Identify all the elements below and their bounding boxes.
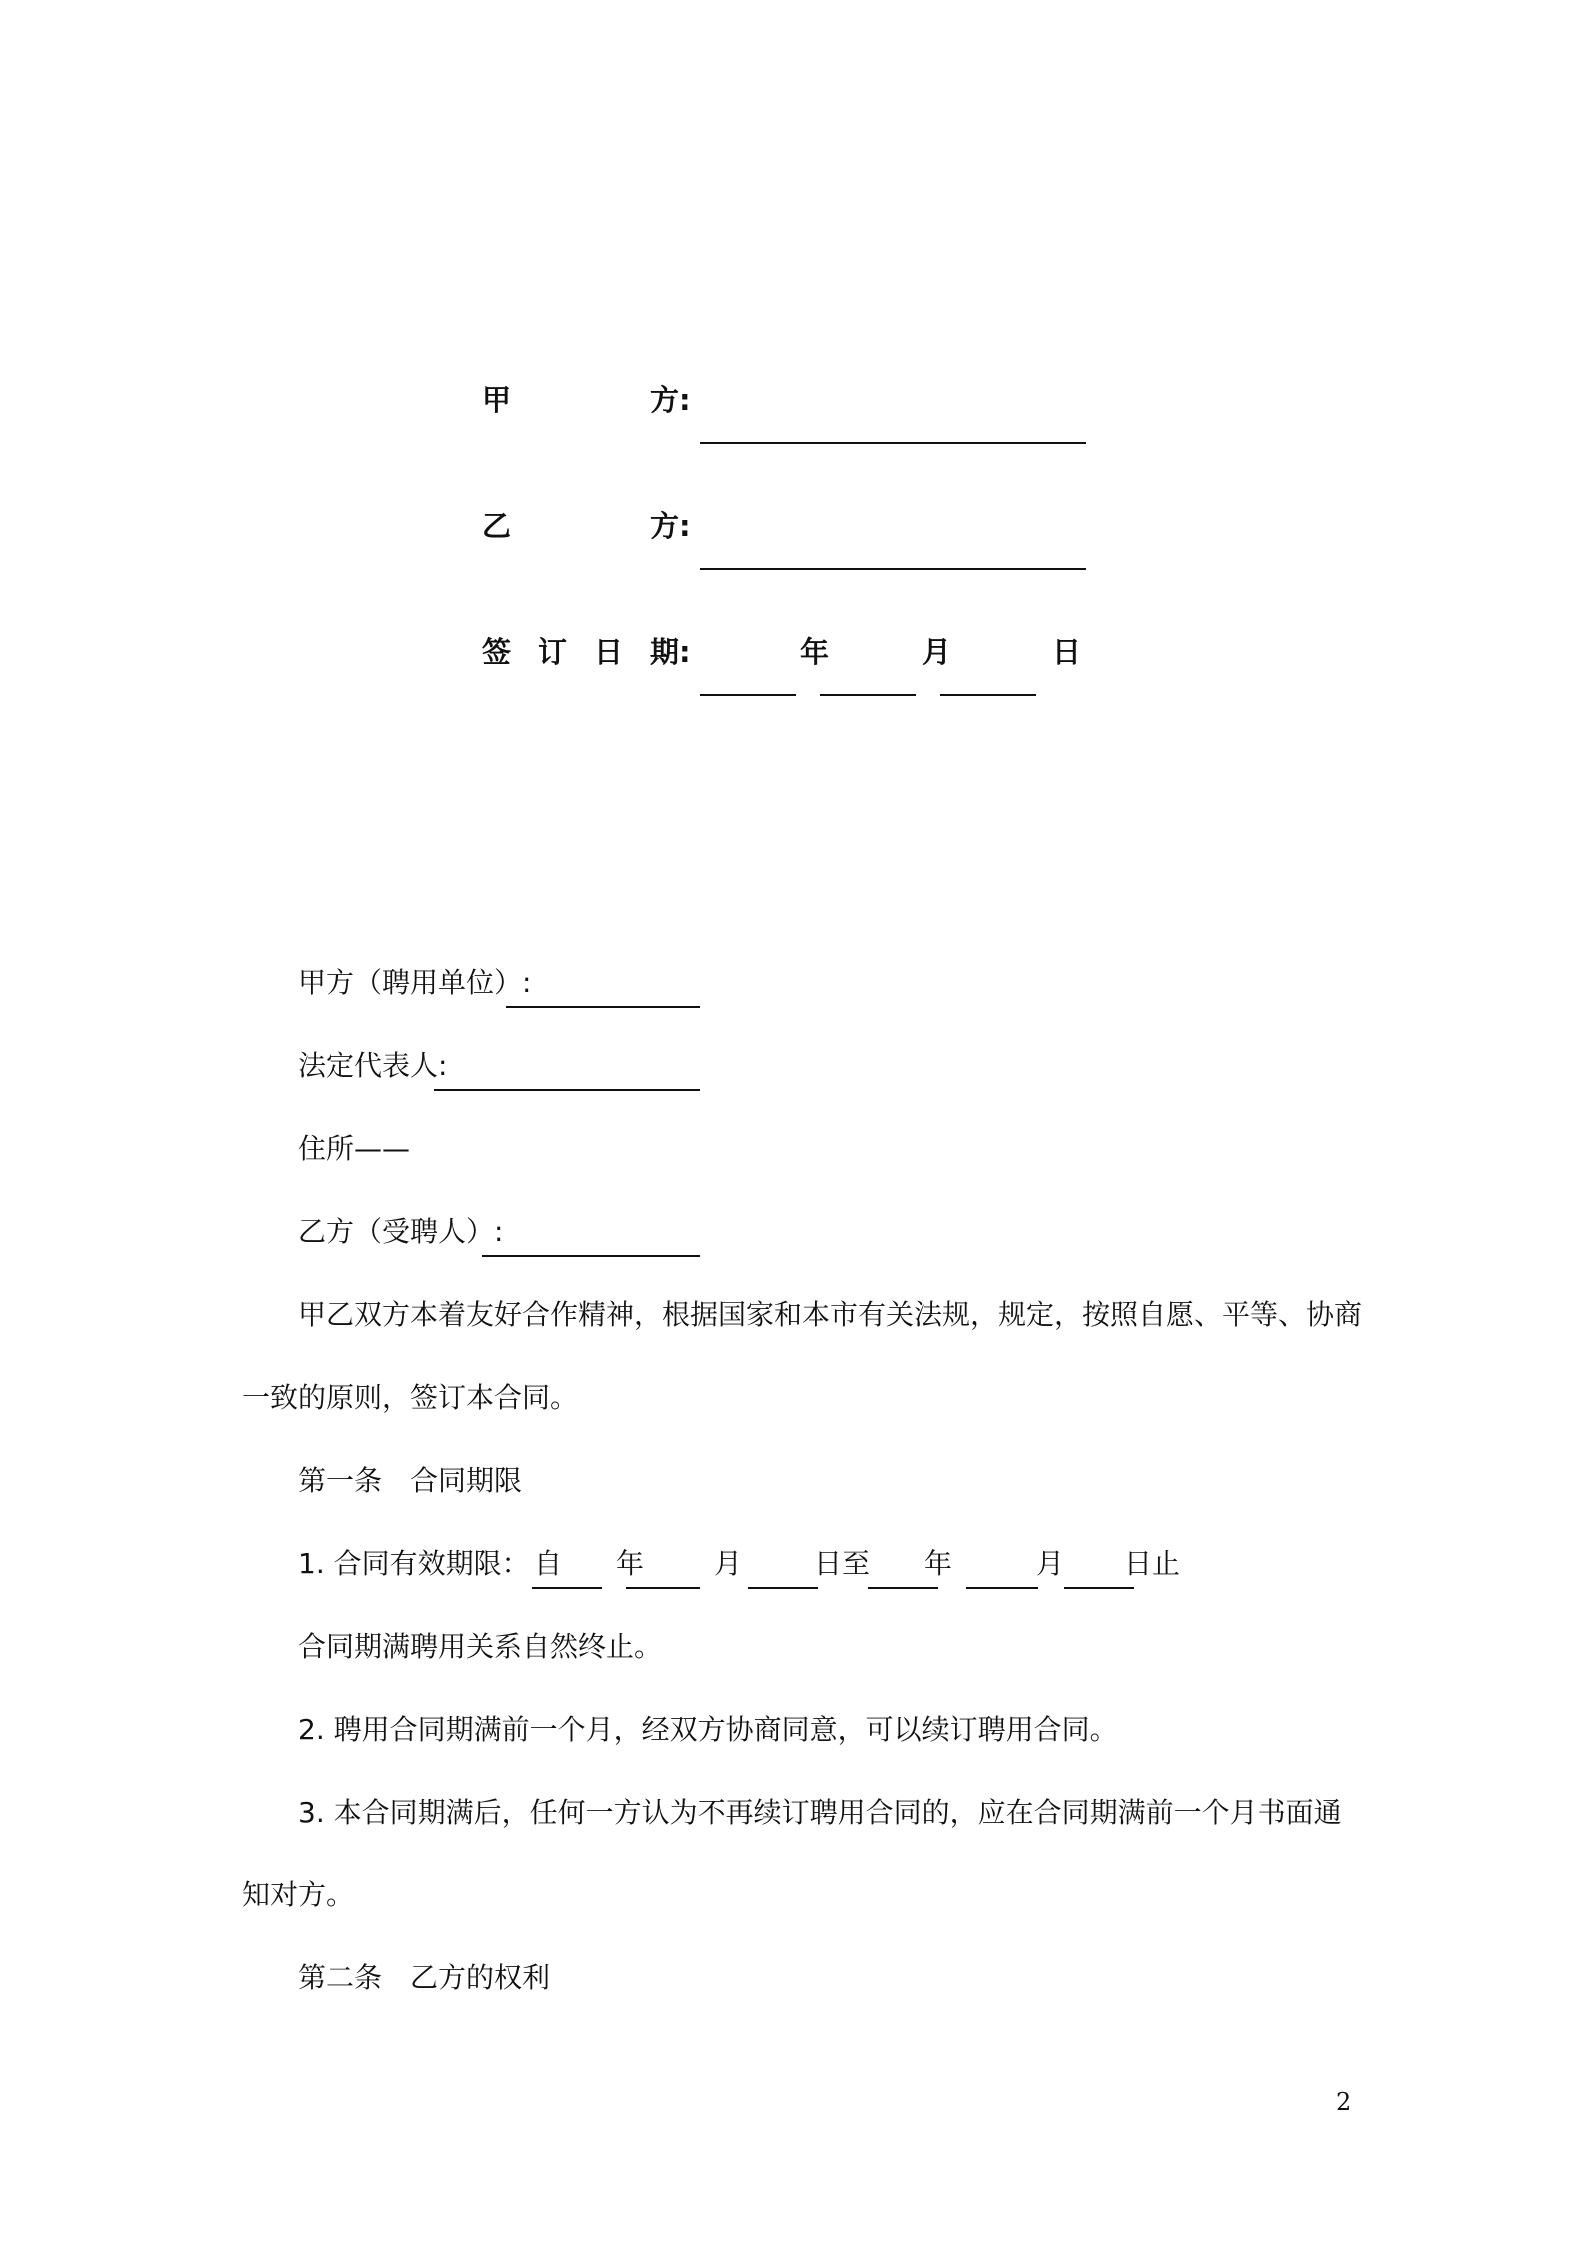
legal-rep-label: 法定代表人: [298, 1049, 448, 1082]
term-month1: 月 [714, 1547, 743, 1580]
cover-date-char4: 期: [650, 635, 691, 669]
legal-rep-blank [434, 1089, 700, 1091]
term-year2: 年 [924, 1547, 953, 1580]
term-year2-blank [868, 1587, 938, 1589]
cover-month-blank [820, 694, 916, 696]
term-day-end: 日止 [1124, 1547, 1181, 1580]
article2-heading: 第二条 乙方的权利 [298, 1961, 551, 1994]
party-a-label: 甲方（聘用单位）: [298, 966, 532, 999]
term-from: 自 [534, 1547, 563, 1580]
cover-party-a-char2: 方: [650, 383, 691, 417]
cover-party-b-blank [700, 568, 1086, 570]
term-end: 合同期满聘用关系自然终止。 [298, 1630, 663, 1663]
article1-heading: 第一条 合同期限 [298, 1464, 523, 1497]
term-month1-blank [626, 1587, 700, 1589]
term-day-to: 日至 [814, 1547, 871, 1580]
cover-date-char2: 订 [538, 635, 568, 669]
cover-date-char1: 签 [482, 635, 512, 669]
term-year1: 年 [616, 1547, 645, 1580]
cover-date-char3: 日 [594, 635, 624, 669]
cover-month: 月 [922, 635, 952, 669]
page-number: 2 [1336, 2088, 1352, 2116]
cover-day-blank [940, 694, 1036, 696]
term-prefix: 1. 合同有效期限： [298, 1547, 530, 1580]
term-year1-blank [532, 1587, 602, 1589]
address-label: 住所—— [298, 1132, 411, 1165]
term-day1-blank [748, 1587, 818, 1589]
clause3-line1: 3. 本合同期满后，任何一方认为不再续订聘用合同的，应在合同期满前一个月书面通 [298, 1796, 1342, 1829]
clause2: 2. 聘用合同期满前一个月，经双方协商同意，可以续订聘用合同。 [298, 1713, 1118, 1746]
term-day2-blank [1064, 1587, 1134, 1589]
term-month2: 月 [1036, 1547, 1065, 1580]
cover-year: 年 [800, 635, 830, 669]
intro-line2: 一致的原则，签订本合同。 [242, 1381, 579, 1414]
clause3-line2: 知对方。 [242, 1878, 355, 1911]
cover-year-blank [700, 694, 796, 696]
intro-line1: 甲乙双方本着友好合作精神，根据国家和本市有关法规，规定，按照自愿、平等、协商 [298, 1298, 1363, 1331]
cover-day: 日 [1052, 635, 1082, 669]
party-b-label: 乙方（受聘人）: [298, 1215, 504, 1248]
cover-party-a-char1: 甲 [482, 383, 512, 417]
cover-party-b-char1: 乙 [482, 509, 512, 543]
term-month2-blank [966, 1587, 1038, 1589]
cover-party-b-char2: 方: [650, 509, 691, 543]
party-a-blank [506, 1006, 700, 1008]
cover-party-a-blank [700, 442, 1086, 444]
party-b-blank [482, 1255, 700, 1257]
